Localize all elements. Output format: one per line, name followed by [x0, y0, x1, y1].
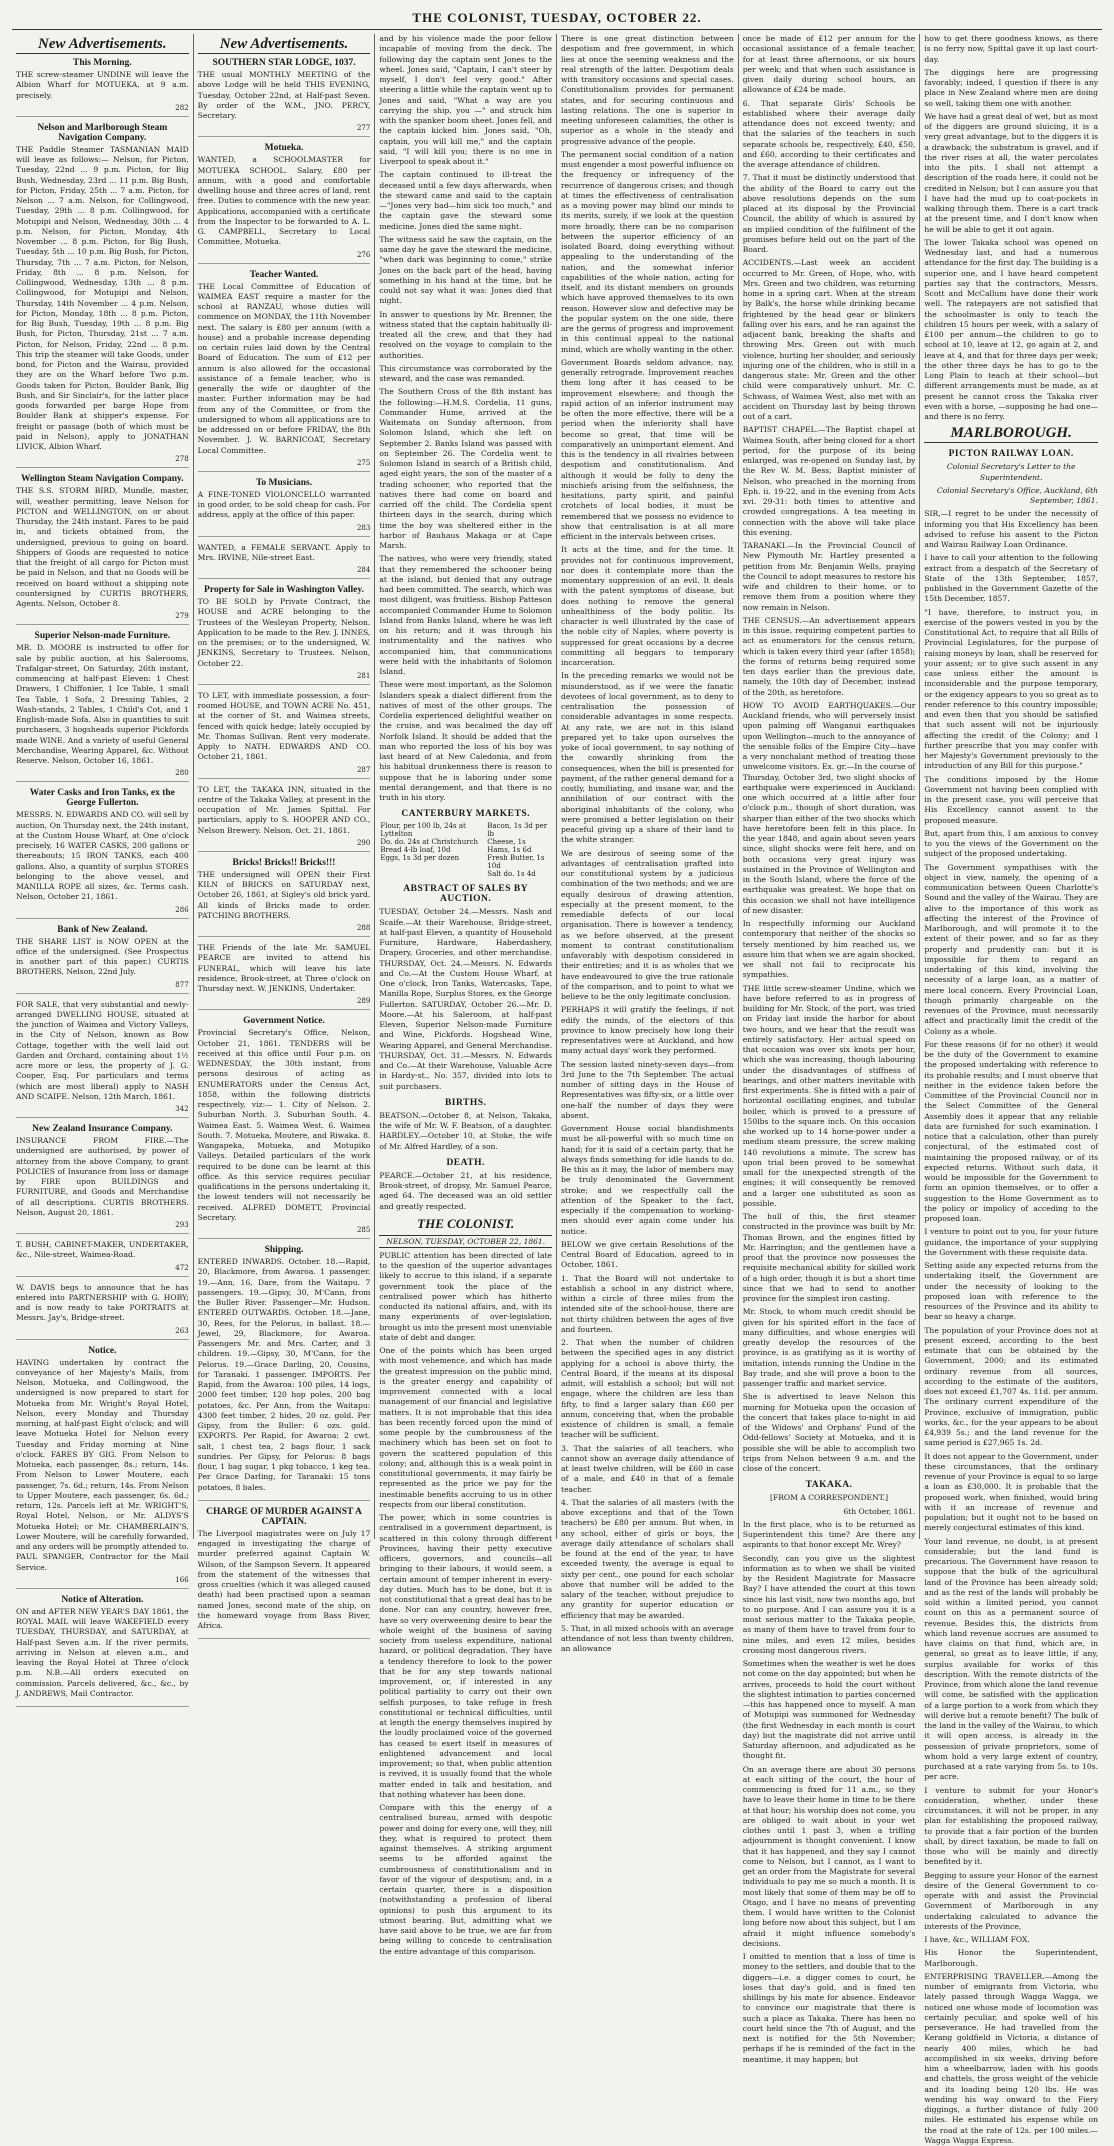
- ads-list: [198, 58, 371, 1639]
- paragraph: Government Boards seldom advance, nay, generally retrograde. Improvement reaches them long after it has ceased to be improvement elsewhere; and though the rapid action of an inferior instrument may be often the more effective, there will be a period when the inferiority shall have become so great, that time will be comparatively an unimportant element. And this is the tendency in all rivalries between despotism and constitutionalism. And although it would be folly to deny the mischiefs arising from the selfishness, the hesitations, party spirit, and painful crotchets of local bodies, it must be remembered that we possess no evidence to show that centralisation is at all more efficient in the intervals between crises.: [561, 357, 734, 541]
- takaka-section: [743, 1480, 916, 2065]
- paragraph: 1. That the Board will not undertake to establish a school in any district where, within a circle of three miles from the intended site of the school-house, there are not thirty children between the ages of five and fourteen.: [561, 1273, 734, 1334]
- ad-ref-number: 286: [175, 905, 189, 914]
- ad-ref-number: 287: [356, 765, 371, 774]
- births-title: BIRTHS.: [444, 1097, 487, 1108]
- markets-cell: Salt do. 1s 4d: [487, 870, 536, 879]
- advertisement: [16, 1240, 189, 1277]
- dateline: NELSON, TUESDAY, OCTOBER 22, 1861.: [379, 1235, 552, 1248]
- advertisement: [16, 123, 189, 469]
- advertisement: [198, 858, 371, 937]
- takaka-subtitle: [FROM A CORRESPONDENT.]: [769, 1493, 889, 1503]
- paragraph: In the first place, who is to be returned as Superintendent this time? Are there any aspirants to that honor except Mr. Wrey?: [742, 1519, 916, 1550]
- markets-cell: Cheese, 1s: [487, 838, 526, 847]
- paragraph: We are desirous of seeing some of the advantages of centralisation grafted into our constitutional system by a judicious combination of the two methods; and we are equally desirous of drawing attention, especially at the present moment, to the remediable defects of our local organisation. There is however a tendency, as we before observed, at the present moment to contrast constitutionalism unfavorably with despotism considered in their entireties; and it is as wholes that we have endeavoured to give the true rationale of the comparison, and to point to what we believe to be the only legitimate conclusion.: [561, 848, 734, 1001]
- paragraph: The captain continued to ill-treat the deceased until a few days afterwards, when the steward came and said to the captain—"Jones very bad—him sick too much," and the captain gave the steward some medicine. Jones died the same night.: [379, 170, 553, 231]
- paragraph: In the preceding remarks we would not be misunderstood, as if we were the fanatic devotees of local government, as to deny to centralisation the possession of considerable advantages in some respects. At any rate, we are not in this island prepared yet to take upon ourselves the yoke of local government, to say nothing of the cowardly shrinking from the consequences, when the bill is presented for payment, of the rather general demand for a costly, humiliating, and insane war, and the annihilation of our contract with the aboriginal inhabitants of the colony, who were promised a better legislation on their peaceful giving up a share of their land to the white stranger.: [561, 671, 734, 845]
- paragraph: PERHAPS it will gratify the feelings, if not edify the minds, of the electors of this province to know precisely how long their representatives were at Auckland, and how many actual days' work they performed.: [561, 1005, 734, 1056]
- paragraph: SIR,—I regret to be under the necessity of informing you that His Excellency has been advised to refuse his assent to the Picton and Wairau Railway Loan Ordinance.: [924, 509, 1099, 549]
- ad-body: THE undersigned will OPEN their First KILN of BRICKS on SATURDAY next, October 26, 1861, at Sigley's old brick yard. All kinds of Bricks made to order. PATCHING BROTHERS.: [197, 869, 371, 920]
- paragraph: Sometimes when the weather is wet he does not come on the day appointed; but when he arrives, proceeds to hold the court without the slightest intimation to parties concerned—this has happened once to myself. A man of Motupipi was summoned for Wednesday (the first Wednesday in each month is court day) but the magistrate did not arrive until Saturday afternoon, and adjudicated as he thought fit.: [742, 1659, 916, 1761]
- ad-title: Shipping.: [264, 1245, 304, 1255]
- markets-row: [379, 846, 552, 854]
- marlborough-subtitle: PICTON RAILWAY LOAN.: [948, 449, 1074, 460]
- advertisement: [16, 1346, 189, 1589]
- columns: [12, 34, 1102, 2145]
- paragraph: 2. That when the number of children between the specified ages in any district applying for a school is above thirty, the Central Board, if the means at its disposal admit, will establish a school; but will not engage, where the children are less than fifty, to find a larger salary than £60 per annum, conceiving that, when the probable existence of children is small, a female teacher will be sufficient.: [561, 1338, 734, 1440]
- marlborough-body: [924, 509, 1098, 2146]
- ad-body: THE S.S. STORM BIRD, Mundle, master, will, weather permitting, leave Nelson for PICTON and WELLINGTON, on or about Thursday, the 24th instant. Fares to be paid in, and tickets obtained from, the undersigned, previous to going on board. Shippers of Goods are requested to notice that the freight of all cargo for Picton must be paid in Nelson, and that no Goods will be received on board without a shipping note countersigned by CURTIS BROTHERS, Agents. Nelson, October 8.: [16, 486, 189, 608]
- advertisement: [198, 58, 371, 137]
- ad-ref-number: 166: [175, 1575, 189, 1584]
- advertisement: [16, 788, 189, 918]
- ad-title: Wellington Steam Navigation Company.: [21, 474, 184, 485]
- advertisement: [198, 1245, 371, 1501]
- ad-body: THE Friends of the late Mr. SAMUEL PEARCE are invited to attend his FUNERAL, which will leave his late residence, Brook-street, at Three o'clock on Thursday next. W. JENKINS, Undertaker.: [197, 943, 371, 993]
- paragraph: There is one great distinction between despotism and free government, in which lies at once the seeming weakness and the real strength of the latter. Despotism deals with transitory occasions and special cases. Constitutionalism provides for permanent states, and for securing continuous and lasting relations. The one is superior in meeting unforeseen calamities, the other is superior as a whole in the steady and progressive advance of the people.: [561, 34, 734, 146]
- ad-title: To Musicians.: [255, 477, 313, 488]
- advertisement: [198, 478, 371, 537]
- advertisement: [198, 1507, 371, 1640]
- paragraph: These were most important, as the Solomon Islanders speak a dialect different from the natives of most of the other groups. The Cordelia experienced delightful weather on the cruise, and was becalmed the day off Norfolk Island. It should be added that the man who reported the loss of his boy was last heard of at New Caledonia, and from his habitual drunkenness there is reason to suppose that he is laboring under some mental derangement, and that there is no truth in his story.: [379, 680, 553, 802]
- advertisement: [16, 925, 189, 994]
- article-body: [924, 34, 1098, 422]
- ad-title: Notice.: [88, 1345, 117, 1356]
- ad-ref-number: 472: [175, 1263, 189, 1272]
- markets-table: [379, 822, 552, 878]
- ad-ref-number: 263: [175, 1326, 189, 1335]
- column-5: [739, 34, 921, 2064]
- paragraph: THE CENSUS.—An advertisement appears in this issue, requiring competent parties to act as enumerators for the census return, which is taken every third year (after 1858); the forms of returns being required some ten days earlier than the previous date, namely, the 10th day of December, instead of the 20th, as heretofore.: [742, 615, 916, 697]
- ad-ref-number: 280: [175, 769, 189, 778]
- paragraph: Secondly, can you give us the slightest information as to when we shall be visited by the Resident Magistrate for Massacre Bay? I have attended the court at this town since his last visit, now two months ago, but to no purpose. And I can assure you it is a most serious matter to the Takaka people, as many of them have to travel from four to nine miles, and even 12 miles, besides crossing most dangerous rivers.: [742, 1553, 916, 1655]
- paragraph: The hull of this, the first steamer constructed in the province was built by Mr. Thomas Brown, and the engines fitted by Mr. Harrington; and the gentlemen have a proof that the province now possesses the requisite mechanical ability for skilled work of a high order, though it is but a short time since that we had to send to another province for the simplest iron casting.: [742, 1212, 916, 1303]
- paragraph: This circumstance was corroborated by the steward, and the case was remanded.: [379, 363, 553, 383]
- paragraph: 5. That, in all mixed schools with an average attendance of not less than twenty children, an allowance: [561, 1623, 734, 1654]
- markets-cell: Do. do. 24s at Christchurch: [380, 838, 479, 847]
- markets-row: [379, 822, 552, 838]
- ad-title: Notice of Alteration.: [61, 1594, 144, 1605]
- markets-cell: Bacon, 1s 3d per lb: [487, 822, 548, 839]
- ad-ref-number: 276: [356, 250, 371, 259]
- paper-title: THE COLONIST.: [417, 1215, 515, 1231]
- paragraph: One of the points which has been urged with most vehemence, and which has made the greatest impression on the public mind, is the greater energy and capability of improvement connected with a local management of our financial and legislative matters. It is not improbable that this idea has been recently forced upon the mind of some people by the cumbrousness of the machinery which has been set on foot to govern the scattered population of this colony; and, although this is a weak point in constitutional governments, it may fairly be represented as the price we pay for the inestimable benefits accruing to us in other respects from our liberal constitution.: [379, 1346, 553, 1509]
- ad-body: THE usual MONTHLY MEETING of the above Lodge will be held THIS EVENING, Tuesday, October 22nd, at Half-past Seven. By order of the W.M., JNO. PERCY, Secretary.: [197, 70, 371, 120]
- advertisement: [16, 58, 189, 117]
- ad-ref-number: 281: [356, 671, 371, 680]
- paragraph: how to get there goodness knows, as there is no ferry now, Spittal gave it up last court-day.: [924, 34, 1099, 64]
- masthead: THE COLONIST, TUESDAY, OCTOBER 22.: [12, 10, 1102, 30]
- advertisement: [16, 1595, 189, 1707]
- ad-body: THE SHARE LIST is NOW OPEN at the office of the undersigned. (See Prospectus in another part of this paper.) CURTIS BROTHERS, Nelson, 22nd July.: [16, 936, 189, 977]
- paragraph: HOW TO AVOID EARTHQUAKES.—Our Auckland friends, who will perversely insist upon palming off Wanganui earthquakes upon Wellington—much to the annoyance of the sensible folks of the Empire City—have a very nonchalant method of treating those unwelcome visitors. Ex. gr.—In the course of Thursday, October 3rd, two slight shocks of earthquake were experienced in Auckland: one which occurred at a little after four o'clock p.m., though of short duration, was sharper than either of the two shocks which have heretofore been felt in this place. In the year 1848, and again about seven years since, slight shocks were felt here, and on both occasions very great injury was sustained in the Province of Wellington and in the South Island, where the force of the earthquake was greatest. We hope that on this occasion we shall not have intelligence of new disaster.: [742, 700, 916, 915]
- paragraph: We have had a great deal of wet, but as most of the diggers are ground sluicing, it is a very great advantage, but to the diggers it is a drawback; the substratum is gravel, and if the river rises at all, the water percolates into the pits. I shall not attempt a description of the roads here, it could not be credited in Nelson; but I can assure you that I have had the mud up to coat-pockets in walking through them. There is a cart track at the present time, and I don't know when he will be able to get it out again.: [924, 111, 1099, 234]
- ad-body: TO LET, with immediate possession, a four-roomed HOUSE, and TOWN ACRE No. 451, at the corner of St. and Waimea streets, fenced with quick hedge; lately occupied by Mr. Thomas Sullivan. Rent very moderate. Apply to NATH. EDWARDS AND CO. October 21, 1861.: [197, 690, 371, 762]
- ad-body: WANTED, a SCHOOLMASTER for MOTUEKA SCHOOL. Salary, £80 per annum, with a good and comfortable dwelling house and three acres of land, rent free. Duties to commence with the new year. Applications, accompanied with a certificate from the Inspector to be forwarded to A. L. G. CAMPBELL, Secretary to Local Committee, Motueka.: [197, 155, 371, 247]
- ad-body: THE Paddle Steamer TASMANIAN MAID will leave as follows:— Nelson, for Picton, Tuesday, 22nd ... 9 p.m. Picton, for Big Bush, Wednesday, 23rd ... 11 p.m. Big Bush, for Picton, Friday, 25th ... 7 a.m. Picton, for Nelson ... 7 a.m. Nelson, for Collingwood, Tuesday, 29th ... 8 p.m. Collingwood, for Motupipi and Nelson, Wednesday, 30th ... 4 p.m. Nelson, for Picton, Monday, 4th November ... 8 p.m. Picton, for Big Bush, Tuesday, 5th ... 10 p.m. Big Bush, for Picton, Thursday, 7th ... 7 a.m. Picton, for Nelson, Friday, 8th ... 8 p.m. Nelson, for Collingwood, Wednesday, 13th ... 8 p.m. Collingwood, for Motupipi and Nelson, Thursday, 14th November ... 4 p.m. Nelson, for Picton, Monday, 18th ... 8 p.m. Picton, for Big Bush, Tuesday, 19th ... 8 p.m. Big Bush, for Picton, Thursday, 21st ... 7 a.m. Picton, for Nelson, Friday, 22nd ... 8 p.m. This trip the steamer will take Goods, under bond, for Picton and the Wairau, provided they are on the Wharf before Two p.m. Goods taken for Picton, Boulder Bank, Big Bush, and Sir Sinclair's, for the latter place goods forwarded per barge Hope from Boulder Bank at shipper's expense. For freight or passage (both of which must be paid in Nelson), apply to JONATHAN LIVICK, Albion Wharf.: [16, 144, 189, 451]
- paragraph: ENTERPRISING TRAVELLER.—Among the number of emigrants from Victoria, who lately passed through Wagga Wagga, we noticed one whose mode of locomotion was certainly peculiar, and spoke well of his perseverance. He had travelled from the Kerang goldfield in Victoria, a distance of nearly 400 miles, which he had accomplished in six weeks, driving before him a wheelbarrow, laden with his goods and chattels, the gross weight of the vehicle and its loading being 120 lbs. He was wending his way onward to the Fiery diggings, a further distance of fully 200 miles. He estimated his expense while on the road at the rate of 12s. per 100 miles.—Wagga Wagga Express.: [924, 1971, 1099, 2145]
- paragraph: The diggings here are progressing favorably; indeed, I question if there is any place in New Zealand where men are doing so well, taking them one with another.: [924, 67, 1099, 108]
- leader-article: [379, 1251, 552, 1957]
- article-body: [379, 34, 552, 803]
- paragraph: The Government sympathises with the object in view, namely, the opening of a communication between Queen Charlotte's Sound and the valley of the Wairau. They are alive to the importance of this work as affecting the interest of the Province of Marlborough, and will promote it to the extent of their power, and so far as they properly and prudently can: but it is impossible for them to regard an undertaking of this kind, involving the necessity of a large loan, as a matter of mere local concern. Every Provincial Loan, though primarily chargeable on the revenues of the Province, must necessarily affect and practically limit the credit of the Colony as a whole.: [924, 862, 1099, 1036]
- ad-title: Bank of New Zealand.: [57, 924, 148, 935]
- markets-cell: Eggs, 1s 3d per dozen: [380, 854, 460, 863]
- paragraph: BELOW we give certain Resolutions of the Central Board of Education, agreed to in October, 1861.: [561, 1239, 734, 1270]
- ads-list: [16, 58, 189, 1707]
- takaka-title: TAKAKA.: [805, 1480, 853, 1491]
- ad-ref-number: 284: [356, 566, 371, 574]
- ad-body: Provincial Secretary's Office, Nelson, October 21, 1861. TENDERS will be received at this office until Four p.m. on WEDNESDAY, the 30th instant, from persons desirous of acting as ENUMERATORS under the Census Act, 1858, within the following districts respectively, viz:— 1. City of Nelson. 2. Suburban North. 3. Suburban South. 4. Waimea East. 5. Waimea West. 6. Waimea South. 7. Motueka, Moutere, and Riwaka. 8. Wangapeka, Motueka, and Motupiko Valleys. Detailed particulars of the work required to be done can be learnt at this office. As this service requires peculiar qualifications in the persons undertaking it, the lowest tenders will not necessarily be received. ALFRED DOMETT, Provincial Secretary.: [197, 1028, 371, 1222]
- paragraph: The conditions imposed by the Home Government not having been complied with in the present case, you will perceive that His Excellency cannot assent to the proposed measure.: [924, 774, 1099, 825]
- paragraph: She is advertised to leave Nelson this morning for Motueka upon the occasion of the concert that takes place to-night in aid of the Widows' and Orphans' Fund of the Odd-fellows' Society at Motueka, and it is possible she will be able to accomplish two trips from Nelson between 9 a.m. and the close of the concert.: [742, 1392, 916, 1473]
- advertisement: [198, 943, 371, 1010]
- paragraph: In answer to questions by Mr. Brenner, the witness stated that the captain habitually ill-treated all the crew, and that they had resolved on the voyage to complain to the authorities.: [379, 309, 553, 360]
- markets-title: CANTERBURY MARKETS.: [401, 809, 530, 820]
- advertisement: [198, 785, 371, 852]
- paragraph: Compare with this the energy of a centralised bureau, armed with despotic power and doing for every one, will they, nill they, what is required to protect them against themselves. A striking argument seems to be afforded against the cumbrousness of constitutionalism and in favor of the vigour of despotism; and, in a certain quarter, there is a disposition (notwithstanding a profession of liberal opinions) to push this argument to its utmost bearing. But, admitting what we have said above to be true, we are far from being willing to concede to centralisation the entire advantage of this comparison.: [379, 1803, 553, 1956]
- takaka-body: [743, 1520, 916, 2065]
- paragraph: It does not appear to the Government, under these circumstances, that the ordinary revenue of your Province is equal to so large a loan as £30,000. It is probable that the proposed work, when finished, would bring with it an increase of revenue and population; but it ought not to be based on merely conjectural estimates of this kind.: [924, 1451, 1099, 1533]
- takaka-date: 6th October, 1861.: [843, 1506, 916, 1516]
- ad-title: Nelson and Marlborough Steam Navigation Company.: [37, 122, 168, 143]
- ad-body: MR. D. MOORE is instructed to offer for sale by public auction, at his Salerooms, Trafalgar-street, On Saturday, 26th instant, commencing at half-past Eleven: 1 Chest Drawers, 1 Chiffonier, 1 Ice Table, 1 small Tea Table, 1 Sofa, 2 Dressing Tables, 2 Wash-stands, 2 Tables, 1 Child's Cot, and 1 English-made Sofa. Also in quantities to suit purchasers, 3 hogsheads superior Pickfords made WINE. And a variety of useful General Merchandise, Wearing Apparel, &c. Without Reserve. Nelson, October 16, 1861.: [16, 643, 189, 765]
- auction-text: TUESDAY, October 24.—Messrs. Nash and Scaife.—At their Warehouse, Bridge-street, at half-past Eleven, a quantity of Household Furniture, Hardware, Haberdashery, Drapery, Groceries, and other merchandise. THURSDAY, Oct. 24.—Messrs. N. Edwards and Co.—At the Custom House Wharf, at One o'clock, Iron Tanks, Watercasks, Tape, Manilla Rope, Surplus Stores, ex the George Fullerton. SATURDAY, October 26.—Mr. D. Moore.—At his Saleroom, at half-past Eleven, Superior Nelson-made Furniture and Wine, Pickfords. Hogshead Wine, Wearing Apparel, and General Merchandise. THURSDAY, Oct. 31.—Messrs. N. Edwards and Co.—At their Warehouse, Valuable Acre in Hardy-st., No. 357, divided into lots to suit purchasers.: [379, 907, 553, 1091]
- paragraph: 7. That it must be distinctly understood that the ability of the Board to carry out the above resolutions depends on the sum placed at its disposal by the Provincial Council, the ability of which is assured by an implied condition of the fulfilment of the promises before held out on the part of the Board.: [742, 173, 916, 254]
- ad-body: T. BUSH, CABINET-MAKER, UNDERTAKER, &c., Nile-street, Waimea-Road.: [16, 1240, 189, 1260]
- paragraph: The lower Takaka school was opened on Wednesday last, and had a numerous attendance for the first day. The building is a superior one, and I have heard competent parties say that the contractors, Messrs. Scott and McCallum have done their work well. The ratepayers are not satisfied that the schoolmaster is only to teach the children 15 hours per week, with a salary of £100 per annum—the children to go to school at 10, leave at 12, go again at 2, and leave at 4, and that for three days per week; the other three days he has to go to the Long Plain to teach at their school—but different arrangements must be made, as at present he cannot cross the Takaka river even with a horse, —supposing he had one—and there is no ferry.: [924, 237, 1099, 421]
- paragraph: The power, which in some countries is centralised in a government department, is scattered in this colony through different Provinces, having their petty executive officers, governors, and councils—all bringing to their labours, it would seem, a certain amount of temper inherent in every-day duties. Much has to be done, but it is not constitutional that a great deal has to be done. Nor can any country, however free, have so very overweening desire to bear the whole weight of the business of saving society from useless expenditure, national hazard, or political degradation. They have a tendency therefore to look to the power that be for any step towards national improvement, or, if interested in any political partiality to carry out their own selfish purposes, to take refuge in fresh constitutional or technical difficulties, until at length the energy themselves inspired by the loudly proclaimed voice of the governed has ceased to exert itself in measures of enlightened advancement and local improvement; so that, when public attention is revived, it is usually found that the whole matter ended in talk and hesitation, and that nothing whatever has been done.: [379, 1513, 553, 1799]
- paragraph: The Southern Cross of the 8th instant has the following:—H.M.S. Cordelia, 11 guns, Commander Hume, arrived at the Waitemata on Sunday afternoon, from Solomon Island, which she left on September 2. Banks Island was passed with on September 26. The Cordelia went to Solomon Island in search of a British child, aged eight years, the son of the master of a trading schooner, who reported that the natives there had come on board and carried off the child. The Cordelia spent thirteen days in the search, during which time the boy was sheltered either in the harbor of Bauhaus Makaga or at Cape Marsh.: [379, 387, 553, 550]
- paragraph: The permanent social condition of a nation must engender a most powerful influence on the frequency or infrequency of the recurrence of dangerous crises; and though at times the effectiveness of centralisation as a moving power may blind our minds to its merits, surely, if we look at the question more broadly, there can be no comparison between the superior efficiency of an isolated Board, doing everything without appealing to the understanding of the nation, and the somewhat inferior capabilities of the whole nation, acting for itself, and its distant members on grounds which have approved themselves to its own reason. However slow and defective may be the popular system on the one side, there are the germs of progress and improvement in this continual appeal to the national mind, which are wholly wanting in the other.: [561, 149, 734, 354]
- markets-cell: [379, 870, 486, 878]
- column-1: [12, 34, 194, 1698]
- advertisement: [16, 1124, 189, 1234]
- column-3: [375, 34, 557, 1956]
- paragraph: For these reasons (if for no other) it would be the duty of the Government to examine the proposed undertaking with reference to its probable results; and I must observe that neither in the evidence taken before the Committee of the Provincial Council nor in the Select Committee of the General Assembly does it appear that any reliable data are furnished for such examination. I notice that a calculation, other than purely conjectural, of the estimated cost of maintaining the proposed railway, or of its expected returns. Without such data, it would be impossible for the Government to form an opinion themselves, or to offer a suggestion to the Home Government as to the policy or impolicy of acceding to the proposed loan.: [924, 1039, 1099, 1223]
- ad-title: This Morning.: [73, 58, 132, 68]
- paragraph: The witness said he saw the captain, on the same day he gave the steward the medicine, "when dark was beginning to come," strike Jones on the back part of the head, having something in his hand at the time, but he could not say what it was: Jones died that night.: [379, 234, 553, 306]
- ad-body: W. DAVIS begs to announce that he has entered into PARTNERSHIP with G. HOBY; and is now ready to take PORTRAITS at Messrs. Jay's, Bridge-street.: [16, 1282, 189, 1323]
- paragraph: 4. That the salaries of all masters (with the above exceptions and that of the Town teachers) be £80 per annum. But when, in any school, either of girls or boys, the average daily attendance of scholars shall be found at the end of the year, to have exceeded twenty, the average is equal to sixty per cent., one pound for each scholar above that number will be added to the salary of the teacher, without prejudice to any grantity for superior education or efficiency that may be awarded.: [561, 1497, 734, 1620]
- ad-ref-number: 275: [356, 458, 371, 467]
- paragraph: I have, &c., WILLIAM FOX.: [924, 1935, 1030, 1944]
- ad-ref-number: 342: [175, 1105, 189, 1113]
- ad-body: THE screw-steamer UNDINE will leave the Albion Wharf for MOTUEKA, at 9 a.m. precisely.: [16, 70, 189, 100]
- advertisement: [198, 691, 371, 779]
- markets-row: [379, 870, 552, 878]
- ad-ref-number: 290: [356, 838, 371, 847]
- ad-body: TO LET, the TAKAKA INN, situated in the centre of the Takaka Valley, at present in the occupation of Mr. James Spittal. For particulars, apply to S. HOOPER AND CO., Nelson Brewery. Nelson, Oct. 21, 1861.: [197, 784, 371, 835]
- paragraph: The session lasted ninety-seven days—from 3rd June to the 7th September. The actual number of sitting days in the House of Representatives was fifty-six, or a little over one-half the number of days they were absent.: [561, 1059, 734, 1120]
- ad-title: Bricks! Bricks!! Bricks!!!: [232, 857, 336, 868]
- markets-cell: Fresh Butter, 1s 10d: [487, 854, 545, 871]
- ad-ref-number: 877: [175, 980, 189, 989]
- markets-cell: Bread 4-lb loaf, 10d: [380, 846, 451, 855]
- paragraph: ACCIDENTS.—Last week an accident occurred to Mr. Green, of Hope, who, with Mrs. Green and two children, was returning home in a spring cart. When at the stream by Balk's, the horse while drinking became frightened by the head gear or blinkers falling over his ears, and he ran against the adjacent bank, breaking the shafts and throwing Mrs. Green out with much violence, hurting her shoulder, and seriously injuring one of the children, who is still in a dangerous state: Mr. Green and the other child were comparatively unhurt. Mr. C. Schwass, of Waimea West, also met with an accident on Thursday last by being thrown out of a cart.: [742, 258, 916, 421]
- paragraph: 6. That separate Girls' Schools be established where their average daily attendance does not exceed twenty; and that the salaries of the teachers in such separate schools be, respectively, £40, £50, and £60, according to their certificates and the average attendance of children.: [742, 98, 916, 169]
- advertisement: [16, 1000, 189, 1119]
- marlborough-section: [924, 425, 1098, 2146]
- markets-row: [379, 854, 552, 870]
- ad-ref-number: 277: [356, 124, 371, 133]
- paragraph: TARANAKI.—In the Provincial Council of New Plymouth Mr. Hartley presented a petition from Mr. Benjamin Wells, praying the Council to adopt measures to restore his wife and children to their home, or to remove them from a position where they now remain in Nelson.: [742, 541, 916, 612]
- paragraph: THE little screw-steamer Undine, which we have before referred to as in progress of building for Mr. Stock, of the port, was tried on Friday last inside the harbor for about two hours, and we hear that the result was entirely satisfactory. Her actual speed on that occasion was over six knots per hour, which she was increasing, though labouring under the disadvantages of stiffness of bearings, and other matters inevitable with first experiments. She is fitted with a pair of horizontal oscillating engines, and tubular boiler, which is proved to a pressure of 150lbs to the square inch. On this occasion she worked up to 14 horse-power under a medium steam pressure, the screw making 140 revolutions a minute. The screw has upon trial been proved to be somewhat small for the unexpected strength of the engines; it will consequently be removed and a larger one substituted as soon as possible.: [742, 983, 916, 1208]
- births-text: BEATSON.—October 8, at Nelson, Takaka, the wife of Mr. W. F. Beatson, of a daughter. HARDLEY.—October 10, at Stoke, the wife of Mr. Alfred Hardley, of a son.: [379, 1110, 553, 1151]
- paragraph: BAPTIST CHAPEL.—The Baptist chapel at Waimea South, after being closed for a short period, for the purpose of its being enlarged, was re-opened on Sunday last, by the Rev W. M. Bess, Baptist minister of Nelson, who preached in the morning from Eph. ii. 19-22, and in the evening from Acts xvi. 29-31: both times to attentive and crowded congregations. A tea meeting in connection with the above will take place this evening.: [742, 425, 916, 537]
- article-body: [561, 34, 734, 1655]
- paragraph: Setting aside any expected returns from the undertaking itself, the Government are under the necessity of looking to the proposed loan with reference to the resources of the Province and its ability to bear so heavy a charge.: [924, 1261, 1099, 1322]
- paragraph: 3. That the salaries of all teachers, who cannot show an average daily attendance of at least twelve children, will be £60 in case of a male, and £40 in that of a female teacher.: [561, 1443, 734, 1494]
- paragraph: Begging to assure your Honor of the earnest desire of the General Government to co-operate with and assist the Provincial Government of Marlborough in any undertaking calculated to advance the interests of the Province,: [924, 1870, 1099, 1931]
- ad-ref-number: 293: [175, 1221, 189, 1229]
- paragraph: Mr. Stock, to whom much credit should be given for his spirited effort in the face of many difficulties, and whose energies will greatly develop the resources of the province, is as gratifying as it is worthy of imitation, intends running the Undine in the Bay trade, and she will prove a boon to the passenger traffic and market service.: [742, 1307, 916, 1388]
- markets-section: [379, 809, 552, 1957]
- advertisement: [16, 474, 189, 625]
- ad-ref-number: 279: [175, 612, 189, 621]
- paragraph: once be made of £12 per annum for the occasional assistance of a female teacher, for at least three afternoons, or six hours per week; and that when such assistance is given daily during school hours, an allowance of £24 be made.: [742, 34, 916, 95]
- ad-body: The Liverpool magistrates were on July 17 engaged in investigating the charge of murder preferred against Captain W. Wilson, of the Sampson Severn. It appeared from the statement of the witnesses that gross cruelties (which it was alleged caused death) had been practised upon a seaman named Jones, second mate of the ship, on the homeward voyage from Bass River, Africa.: [197, 1528, 371, 1630]
- article-body: [743, 34, 916, 1474]
- ad-body: THE Local Committee of Education of WAIMEA EAST require a master for the school at RANZAU, whose duties will commence on MONDAY, the 11th November next. The salary is £80 per annum (with a house) and a probable increase depending on certain rules laid down by the Central Board of Education. The sum of £12 per annum is also allowed for the occasional assistance of a female teacher, who is generally the wife or daughter of the master. Further information may be had from any of the Committee, or from the undersigned to whom all applications are to be addressed on or before FRIDAY, the 8th November. J. W. BARNICOAT, Secretary Local Committee.: [197, 281, 371, 455]
- advertisement: [198, 543, 371, 580]
- paragraph: I have to call your attention to the following extract from a despatch of the Secretary of State of the 13th September, 1857, published in the Government Gazette of the 15th December, 1857.: [924, 553, 1099, 604]
- ad-ref-number: 289: [356, 997, 371, 1006]
- advertisement: [198, 1016, 371, 1239]
- ad-ref-number: 282: [175, 103, 189, 112]
- ad-body: MESSRS. N. EDWARDS AND CO. will sell by auction, On Thursday next, the 24th instant, at the Custom House Wharf, at One o'clock precisely, 16 WATER CASKS, 200 gallons or thereabouts; 15 IRON TANKS, each 400 gallons. Also, a quantity of surplus STORES belonging to the above vessel, and MANILLA ROPE all sizes, &c. Terms cash. Nelson, October 21, 1861.: [16, 810, 189, 902]
- column-2: [194, 34, 376, 1630]
- auction-title: ABSTRACT OF SALES BY AUCTION.: [403, 884, 529, 905]
- ad-title: Government Notice.: [243, 1016, 325, 1027]
- paragraph: But, apart from this, I am anxious to convey to you the views of the Government on the subject of the proposed undertaking.: [924, 828, 1099, 859]
- death-title: DEATH.: [446, 1157, 485, 1168]
- ad-ref-number: 285: [356, 1226, 371, 1234]
- column-4: [557, 34, 739, 1654]
- ad-title: SOUTHERN STAR LODGE, 1037.: [212, 58, 356, 68]
- paragraph: PUBLIC attention has been directed of late to the question of the superior advantages likely to accrue to this island, if a separate government took the place of the centralised power which has hitherto conducted its national affairs, and, with its many experiments of over-legislation, brought us into the present most unenviable state of debt and danger.: [379, 1250, 553, 1342]
- ad-ref-number: 288: [356, 924, 371, 932]
- advertisement: [16, 1283, 189, 1340]
- marlborough-date: Colonial Secretary's Office, Auckland, 6th September, 1861.: [936, 485, 1099, 505]
- markets-cell: Flour, per 100 lb, 24s at Lyttelton: [380, 822, 466, 839]
- section-title: New Advertisements.: [16, 36, 189, 54]
- ad-body: WANTED, a FEMALE SERVANT. Apply to Mrs. IRVINE, Nile-street East.: [197, 542, 371, 562]
- paragraph: I venture to submit for your Honor's consideration, whether, under these circumstances, it will not be proper, in any plan for establishing the proposed railway, to provide that a fair portion of the burden shall, by direct taxation, be made to fall on those who will be mainly and directly benefited by it.: [924, 1785, 1099, 1867]
- paragraph: The natives, who were very friendly, stated that they remembered the schooner being at the island, but denied that any outrage had been committed. The search, which was most diligent, was fruitless. Bishop Patteson accompanied Commander Hume to Solomon Island from Banks Island, where he was left on his return; and it was through his instrumentality and the natives who accompanied him, that communications were held with the inhabitants of Solomon Island.: [379, 554, 553, 676]
- paragraph: In respectfully informing our Auckland contemporary that neither of the shocks so tersely mentioned by him reached us, we assure him that when we are again shocked, we shall not fail to reciprocate his sympathies.: [742, 919, 916, 980]
- ad-body: TO BE SOLD by Private Contract, the HOUSE and ACRE belonging to the Trustees of the Wesleyan Property, Nelson. Application to be made to the Rev. J. INNES, on the premises; or to the undersigned, W. JENKINS, Secretary to Trustees. Nelson, October 22.: [197, 597, 371, 668]
- ad-body: ON and AFTER NEW YEAR'S DAY 1861, the ROYAL MAIL will leave WAKEFIELD every TUESDAY, THURSDAY, and SATURDAY, at Half-past Seven a.m. If the river permits, arriving in Nelson at eleven a.m., and leaving the Royal Hotel at Three o'clock p.m. N.B.—All orders executed on commission. Parcels delivered, &c., &c., by J. ANDREWS, Mail Contractor.: [16, 1606, 189, 1698]
- ad-body: A FINE-TONED VIOLONCELLO warranted in good order, to be sold cheap for cash. For address, apply at the office of this paper.: [197, 489, 371, 520]
- ad-ref-number: 283: [356, 523, 371, 532]
- paragraph: Government House social blandishments must be all-powerful with so much time on hand; for it is said of a certain party, that he always finds something for idle hands to do. Be this as it may, the labor of members may be truly denominated the Government stroke; and we respectfully call the attention of the Speaker to the fact, especially if the compensation to working-men should ever again come under his notice.: [561, 1124, 734, 1236]
- ad-title: Property for Sale in Washington Valley.: [204, 585, 364, 595]
- advertisement: [16, 631, 189, 782]
- ad-title: New Zealand Insurance Company.: [32, 1124, 173, 1134]
- ad-title: CHARGE OF MURDER AGAINST A CAPTAIN.: [206, 1506, 362, 1527]
- ad-body: HAVING undertaken by contract the conveyance of her Majesty's Mails, from Nelson, Motueka, and Collingwood, the undersigned is now prepared to start for Motueka from Mr. Wright's Royal Hotel, Nelson, every Monday and Thursday morning, at half-past Eight o'clock; and will leave Motueka Hotel for Nelson every Tuesday and Friday morning at Nine o'clock. FARES BY GIG. From Nelson to Motueka, each passenger, 8s.; return, 14s. From Nelson to Lower Moutere, each passenger, 7s. 6d.; return, 14s. From Nelson to Upper Moutere, each passenger, 6s. 6d.; return, 12s. Parcels left at Mr. WRIGHT'S, Royal Hotel, Nelson, or Mr. ALDYS'S Motueka Hotel; or Mr. CHAMBERLAIN'S, Lower Moutere, will be carefully forwarded, and any orders will be promptly attended to. PAUL SPANGER, Contractor for the Mail Service.: [16, 1357, 189, 1572]
- ad-body: FOR SALE, that very substantial and newly-arranged DWELLING HOUSE, situated at the junction of Waimea and Victory Valleys, in the City of Nelson, known as Bow Cottage, together with the well laid out Garden and Orchard, containing about 1½ acre more or less, the property of J. G. Cooper, Esq. For particulars and terms (which are most liberal) apply to NASH AND SCAIFE. Nelson, 12th March, 1861.: [16, 999, 189, 1101]
- ad-title: Motueka.: [264, 143, 304, 154]
- ad-title: Teacher Wanted.: [249, 269, 319, 280]
- paragraph: "I have, therefore, to instruct you, in exercise of the powers vested in you by the Constitutional Act, to require that all Bills of Provincial Legislatures, for the purpose of raising moneys by loan, shall be reserved for your assent; or to give such assent in any case unless either the amount is inconsiderable and the purpose temporary, or the exigency appears to you so great as to render reference to this country impossible; and even then that you should be satisfied that such assent will not be injuriously affecting the credit of the Colony; and I further prescribe that you may confer with her Majesty's Government previously to the introduction of any Bill for this purpose.": [924, 607, 1099, 771]
- section-title: New Advertisements.: [198, 36, 371, 54]
- ad-ref-number: 278: [175, 455, 189, 464]
- ad-title: Water Casks and Iron Tanks, ex the George Fullerton.: [29, 788, 175, 809]
- paragraph: Your land revenue, no doubt, is at present considerable; but the land fund is precarious. The Government have reason to suppose that the bulk of the agricultural land of the Province has been already sold; and as the rest of the lands will probably be sold within a limited period, you cannot count on this as a permanent source of revenue. Besides this, the districts from which land revenue accrues are assumed to have claims on that fund, which are, in general, so great as to leave little, if any, surplus available for works of this description. With the remote districts of the Province, from which alone the land revenue will come, be satisfied with the application of a large portion to a work from which they will derive but a remote benefit? The bulk of the land in the valley of the Wairau, to which it will open access, is already in the possession of private proprietors, some of whom hold a very large extent of country, purchased at a rate varying from 5s. to 10s. per acre.: [924, 1536, 1099, 1782]
- column-6: [920, 34, 1102, 2145]
- paragraph: I omitted to mention that a loss of time is money to the settlers, and double that to the diggers—i.e. a digger comes to court, he loses that day's gold, and is fined ten shillings by his mate for absence. Endeavor to convince our magistrate that there is such a place as Takaka. There has been no court held since the 7th of August, and the next is notified for the 5th November; perhaps if he is reminded of the fact in the meantime, it may happen; but: [742, 1952, 916, 2064]
- paragraph: His Honor the Superintendent, Marlborough.: [924, 1948, 1099, 1968]
- paragraph: I venture to point out to you, for your future guidance, the importance of your supplying the Government with these requisite data.: [924, 1227, 1099, 1257]
- advertisement: [198, 585, 371, 685]
- ad-body: INSURANCE FROM FIRE.—The undersigned are authorised, by power of attorney from the above Company, to grant POLICIES of Insurance from loss or damage by FIRE upon BUILDINGS and FURNITURE, and Goods and Merchandise of all descriptions. CURTIS BROTHERS. Nelson, August 20, 1861.: [16, 1136, 189, 1217]
- advertisement: [198, 143, 371, 263]
- paragraph: It acts at the time, and for the time. It provides not for continuous improvement, nor does it contemplate more than the momentary suppression of an evil. It deals with the patent symptoms of disease, but does nothing to remove the general unhealthiness of the body politic. Its character is well illustrated by the case of the noble city of Naples, where poverty is suppressed for great occasions by a decree committing all beggars to temporary incarceration.: [561, 545, 734, 667]
- marlborough-title: MARLBOROUGH.: [924, 425, 1098, 443]
- ad-body: ENTERED INWARDS. October. 18.—Rapid, 20, Blackmore, from Awaroa. 1 passenger. 19.—Ann, 16, Dare, from the Waitapu. 7 passengers. 19.—Gipsy, 30, M'Cann, from the Buller River. Passenger—Mr. Hudson. ENTERED OUTWARDS. October. 18.—Jane, 30, Rees, for the Pelorus, in ballast. 18.—Jewel, 29, Blackmore, for Awaroa. Passengers Mr. and Mrs. Carter, and 3 children. 19.—Gipsy, 30, M'Cann, for the Pelorus. 19.—Grace Darling, 20, Cousins, for Taranaki. 1 passenger. IMPORTS. Per Rapid, from the Awaroa: 100 piles, 14 logs, 2000 feet timber, 120 hop poles, 200 bag potatoes, &c. Per Ann, from the Waitapu: 4300 feet timber, 2 hides, 20 oz. gold. Per Gipsy, from the Buller: 6 ozs. gold. EXPORTS. Per Rapid, for Awaroa: 2 cwt. salt, 1 chest tea, 2 bags flour, 1 sack sundries. Per Gipsy, for Pelorus: 8 bags flour, 1 bag sugar, 1 pkg tobacco, 1 keg tea. Per Grace Darling, for Taranaki: 15 tons potatoes, 8 bales.: [197, 1257, 371, 1492]
- marlborough-subtitle-2: Colonial Secretary's Letter to the Superintendent.: [946, 462, 1076, 482]
- paragraph: On an average there are about 30 persons at each sitting of the court, the hour of commencing is fixed for 11 a.m., so they have to leave their home in time to be there at that hour; his worship does not come, you are obliged to wait about in your wet clothes until 1 past 3, when a trifling adjournment is thought convenient. I know that it has happened, and they say I cannot come to Nelson, but I cannot, as I want to get an order from the Magistrate for several individuals to pay me so much a month. It is most likely that some of them may be off to Otago, and I have no means of preventing them. I would have written to the Colonist long before now about this subject, but I am afraid it might influence somebody's decisions.: [742, 1764, 916, 1948]
- death-text: PEARCE.—October 21, at his residence, Brook-street, of dropsy, Mr. Samuel Pearce, aged 64. The deceased was an old settler and greatly respected.: [379, 1170, 553, 1211]
- paragraph: The population of your Province does not at present exceed, according to the best estimate that can be obtained by the Government, 2000; and its estimated ordinary revenue from all sources, according to the estimate of the auditors, does not exceed £1,707 4s. 11d. per annum. The ordinary current expenditure of the Province, exclusive of immigration, public works, &c., for the year appears to be about £4,939 5s.; and the land revenue for the same period is £27,965 1s. 2d.: [924, 1325, 1099, 1448]
- markets-cell: Hams, 1s 6d: [487, 846, 532, 855]
- ad-title: Superior Nelson-made Furniture.: [34, 631, 171, 642]
- markets-row: [379, 838, 552, 846]
- advertisement: [198, 270, 371, 472]
- paragraph: and by his violence made the poor fellow incapable of moving from the deck. The following day the captain sent Jones to the wheel. Jones said, "Captain, I can't steer by myself, I don't feel very good." After steering a little while the captain went up to Jones and said, "What a way are you carrying the ship, you —" and struck him with the spanker boom sheet. Jones fell, and the captain kicked him. Jones said, "Oh, captain, you will kill me," and the captain said, "I will kill you; there is no one in Liverpool to speak about it.": [379, 34, 553, 166]
